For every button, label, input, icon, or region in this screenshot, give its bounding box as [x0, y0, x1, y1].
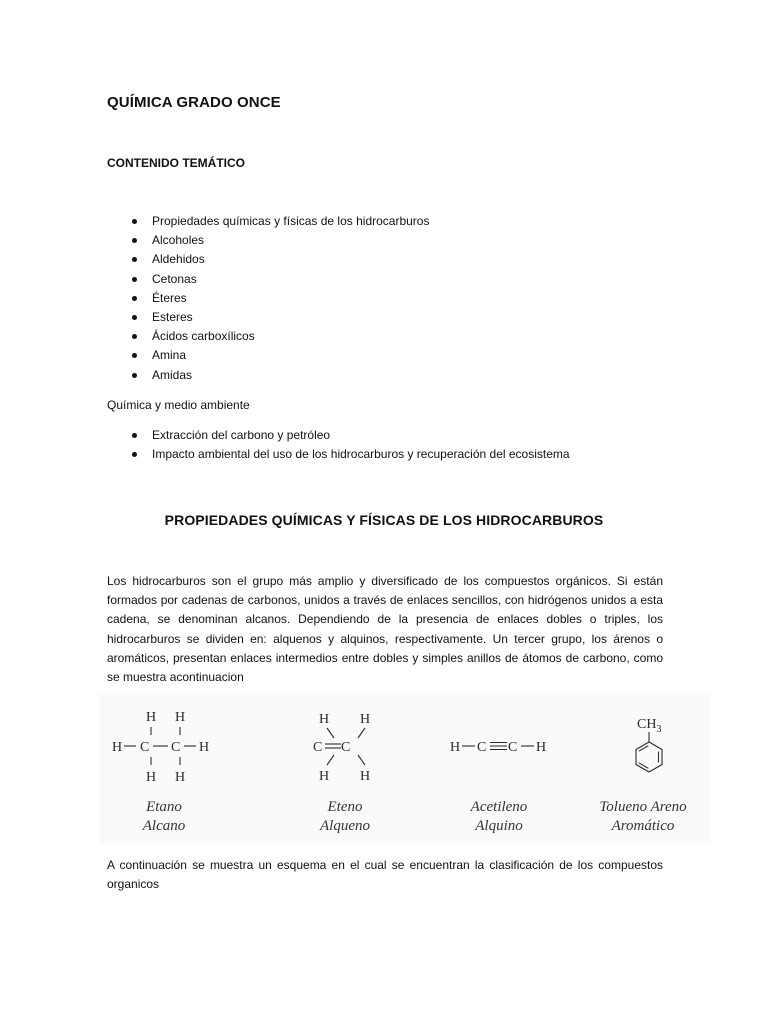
atom-label: H — [360, 769, 371, 784]
methyl-subscript: 3 — [656, 724, 662, 735]
list-item: Impacto ambiental del uso de los hidrocarburos y recuperación del ecosistema — [107, 445, 570, 464]
atom-label: C — [341, 740, 351, 755]
atom-label: H — [146, 710, 157, 725]
atom-label: H — [450, 740, 461, 755]
atom-label: H — [146, 770, 157, 785]
list-item: Amidas — [107, 366, 429, 385]
atom-label: H — [536, 740, 547, 755]
atom-label: H — [319, 769, 330, 784]
molecule-family: Alqueno — [320, 818, 370, 834]
list-item: Cetonas — [107, 270, 429, 289]
atom-label: C — [171, 740, 181, 755]
atom-label: H — [175, 770, 186, 785]
list-item: Alcoholes — [107, 231, 429, 250]
atom-label: C — [313, 740, 323, 755]
list-item: Propiedades químicas y físicas de los hidrocarburos — [107, 212, 429, 231]
molecule-name: Acetileno — [470, 799, 528, 815]
medio-ambiente-label: Química y medio ambiente — [107, 398, 250, 412]
hydrocarbon-figure — [100, 694, 710, 844]
list-item: Extracción del carbono y petróleo — [107, 426, 570, 445]
toluene-caption — [568, 798, 718, 836]
environment-list — [107, 426, 570, 464]
list-item: Éteres — [107, 289, 429, 308]
scheme-paragraph: A continuación se muestra un esquema en el cual se encuentran la clasificación de los compuestos organicos — [107, 858, 663, 892]
methyl-label: CH — [637, 717, 657, 732]
ethene-structure — [305, 694, 385, 786]
atom-label: H — [199, 740, 210, 755]
atom-label: H — [175, 710, 186, 725]
intro-paragraph: Los hidrocarburos son el grupo más amplio y diversificado de los compuestos orgánicos. Si están formados por cadenas de carbonos, unidos a través de enlaces sencillos, con hidrógenos unidos a esta cadena, se denominan alcanos. Dependiendo de la presencia de enlaces dobles o triples, los hidrocarburos se dividen en: alquenos y alquinos, respectivamente. Un tercer grupo, los árenos o aromáticos, presentan enlaces intermedios entre dobles y simples anillos de átomos de carbono, como se muestra acontinuacion — [107, 574, 663, 685]
toluene-structure — [621, 694, 681, 786]
ethane-caption — [89, 798, 239, 836]
atom-label: C — [508, 740, 518, 755]
contenido-tematico-label: CONTENIDO TEMÁTICO — [107, 156, 245, 170]
acetylene-caption — [424, 798, 574, 836]
topic-list — [107, 212, 429, 385]
molecule-name: Tolueno Areno — [599, 799, 687, 815]
ethene-caption — [270, 798, 420, 836]
molecule-family: Alcano — [142, 818, 186, 834]
atom-label: H — [360, 712, 371, 727]
page-title: QUÍMICA GRADO ONCE — [107, 94, 281, 111]
list-item: Aldehidos — [107, 250, 429, 269]
atom-label: H — [112, 740, 123, 755]
list-item: Esteres — [107, 308, 429, 327]
molecule-family: Aromático — [611, 818, 675, 834]
acetylene-structure — [446, 694, 566, 786]
section-heading: PROPIEDADES QUÍMICAS Y FÍSICAS DE LOS HIDROCARBUROS — [164, 512, 604, 528]
atom-label: C — [477, 740, 487, 755]
ethane-structure — [106, 694, 226, 786]
atom-label: H — [319, 712, 330, 727]
list-item: Amina — [107, 346, 429, 365]
molecule-name: Eteno — [327, 799, 363, 815]
atom-label: C — [140, 740, 150, 755]
molecule-name: Etano — [146, 799, 182, 815]
list-item: Ácidos carboxílicos — [107, 327, 429, 346]
molecule-family: Alquino — [475, 818, 523, 834]
